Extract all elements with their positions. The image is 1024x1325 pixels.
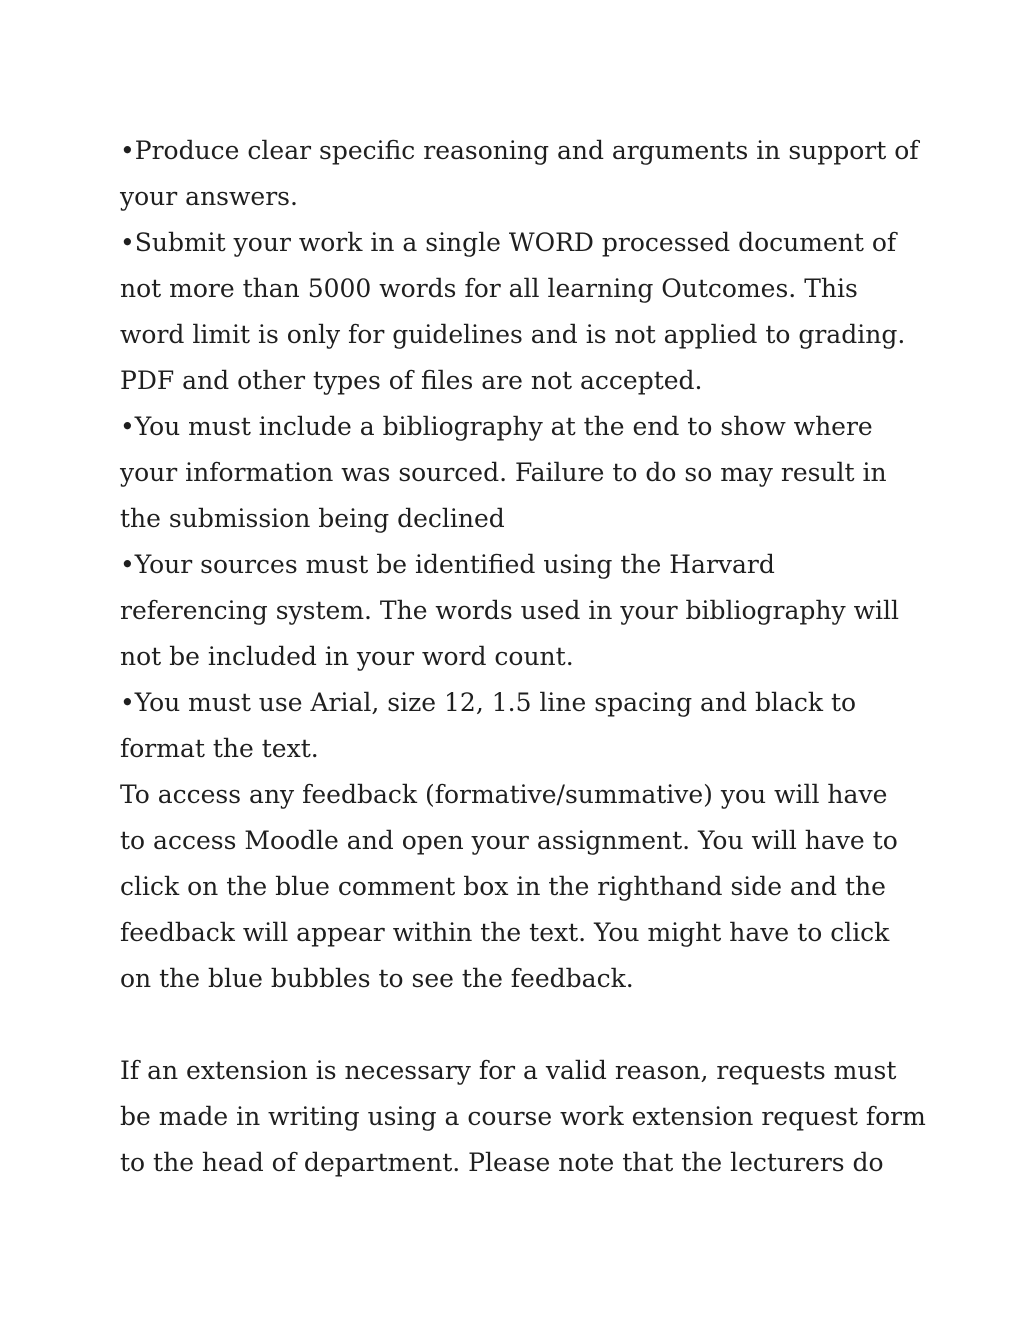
- text-line: referencing system. The words used in your bibliography will: [120, 596, 899, 625]
- bullet-item: [120, 542, 920, 680]
- text-line: If an extension is necessary for a valid reason, requests must: [120, 1056, 897, 1085]
- bullet-item: [120, 404, 920, 542]
- extension-paragraph: [120, 1048, 926, 1186]
- text-line: PDF and other types of files are not accepted.: [120, 366, 703, 395]
- document-page: [120, 128, 926, 1186]
- text-line: to access Moodle and open your assignment. You will have to: [120, 826, 898, 855]
- text-line: not be included in your word count.: [120, 642, 574, 671]
- bullet-item: [120, 680, 920, 772]
- text-line: your information was sourced. Failure to do so may result in: [120, 458, 887, 487]
- bullet-item: [120, 220, 920, 404]
- text-line: to the head of department. Please note that the lecturers do: [120, 1148, 884, 1177]
- text-line: •You must use Arial, size 12, 1.5 line spacing and black to: [120, 688, 857, 717]
- text-line: be made in writing using a course work extension request form: [120, 1102, 926, 1131]
- text-line: your answers.: [120, 182, 298, 211]
- text-line: click on the blue comment box in the righthand side and the: [120, 872, 886, 901]
- text-line: format the text.: [120, 734, 319, 763]
- text-line: feedback will appear within the text. You might have to click: [120, 918, 890, 947]
- text-line: •Submit your work in a single WORD processed document of: [120, 228, 897, 257]
- paragraph-spacer: [120, 1002, 920, 1048]
- text-line: word limit is only for guidelines and is not applied to grading.: [120, 320, 906, 349]
- text-line: not more than 5000 words for all learning Outcomes. This: [120, 274, 858, 303]
- feedback-paragraph: [120, 772, 920, 1002]
- bullet-item: [120, 128, 920, 220]
- text-line: •Your sources must be identified using the Harvard: [120, 550, 775, 579]
- text-line: To access any feedback (formative/summative) you will have: [120, 780, 888, 809]
- text-line: •Produce clear specific reasoning and arguments in support of: [120, 136, 919, 165]
- text-line: •You must include a bibliography at the end to show where: [120, 412, 873, 441]
- text-line: on the blue bubbles to see the feedback.: [120, 964, 634, 993]
- text-line: the submission being declined: [120, 504, 505, 533]
